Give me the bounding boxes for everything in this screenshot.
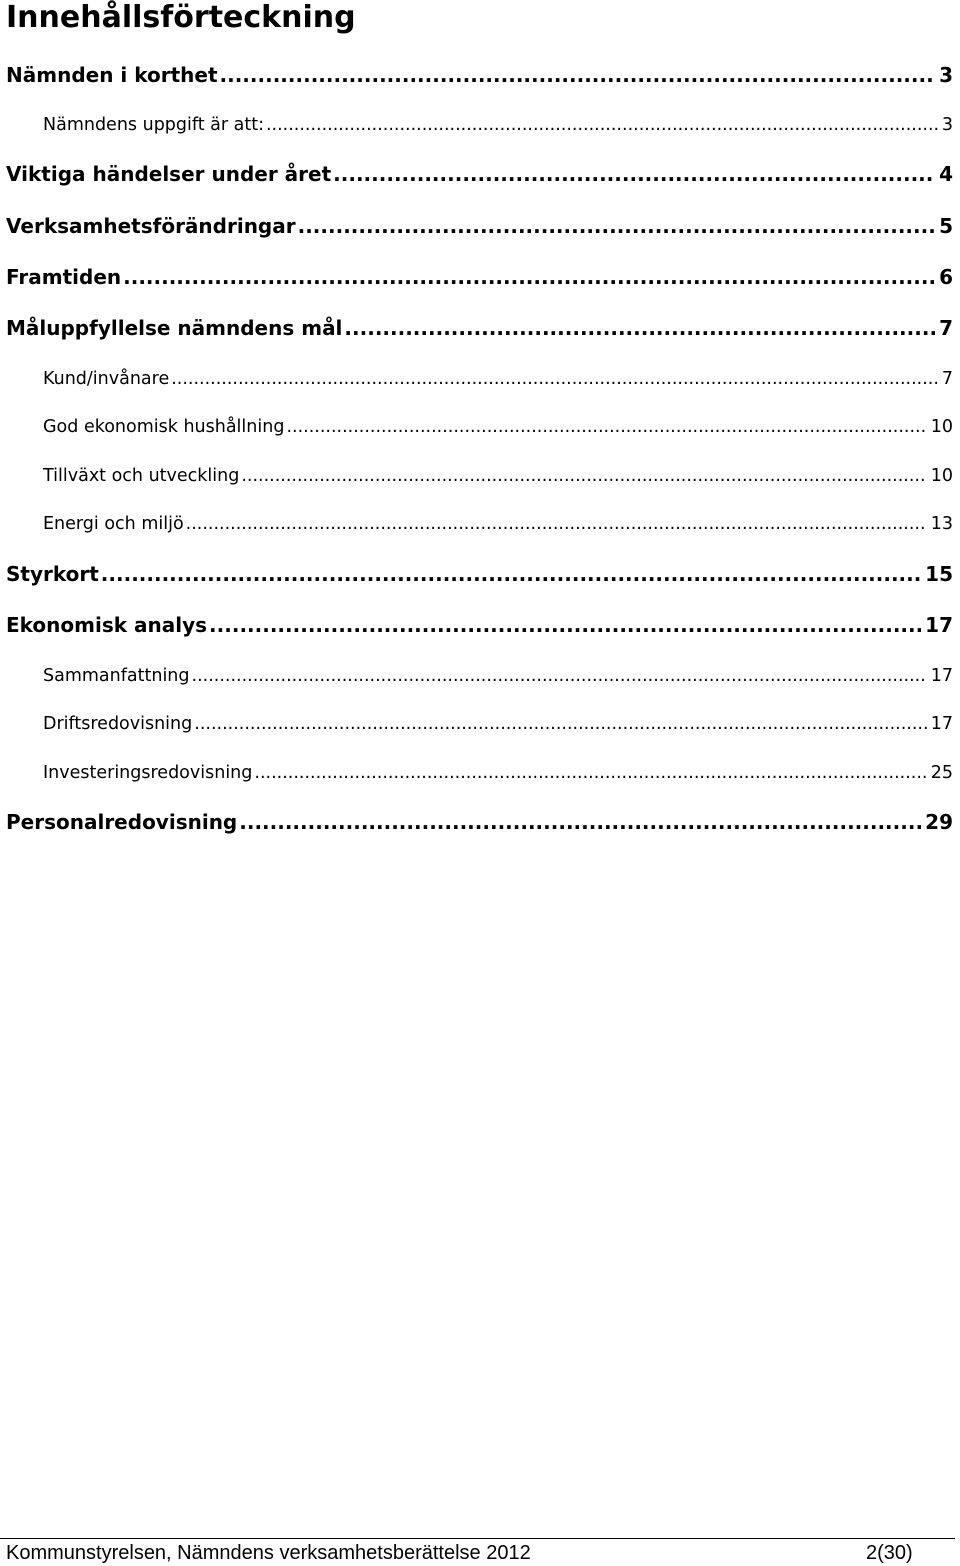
toc-entry-label[interactable]: Verksamhetsförändringar <box>6 214 296 238</box>
toc-entry-label[interactable]: Viktiga händelser under året <box>6 162 332 186</box>
toc-page-number: 13 <box>930 514 953 534</box>
toc-dot-leader <box>220 60 936 90</box>
toc-entry[interactable] <box>6 159 953 189</box>
toc-entry-label[interactable]: Ekonomisk analys <box>6 613 208 637</box>
toc-page-number: 3 <box>939 63 953 87</box>
toc-dot-leader <box>254 758 926 788</box>
toc-entry[interactable] <box>6 610 953 640</box>
toc-dot-leader <box>286 412 926 442</box>
toc-entry-label[interactable]: Nämndens uppgift är att: <box>43 115 264 135</box>
toc-page-number: 29 <box>925 810 953 834</box>
toc-dot-leader <box>298 211 935 241</box>
toc-entry[interactable] <box>43 709 953 739</box>
toc-entry-label[interactable]: Investeringsredovisning <box>43 763 253 783</box>
toc-entry[interactable] <box>6 60 953 90</box>
toc-entry[interactable] <box>6 559 953 589</box>
toc-dot-leader <box>239 807 921 837</box>
toc-entry-label[interactable]: Framtiden <box>6 265 122 289</box>
toc-entry-label[interactable]: Nämnden i korthet <box>6 63 218 87</box>
toc-page-number: 4 <box>939 162 953 186</box>
toc-entry-label[interactable]: Tillväxt och utveckling <box>43 466 240 486</box>
toc-page-number: 10 <box>930 466 953 486</box>
toc-page-number: 5 <box>939 214 953 238</box>
toc-page-number: 17 <box>925 613 953 637</box>
toc-entry[interactable] <box>43 110 953 140</box>
toc-dot-leader <box>333 159 935 189</box>
toc-entry[interactable] <box>43 661 953 691</box>
toc-entry-label[interactable]: Personalredovisning <box>6 810 238 834</box>
toc-entry-label[interactable]: Måluppfyllelse nämndens mål <box>6 316 343 340</box>
toc-dot-leader <box>344 313 935 343</box>
toc-dot-leader <box>123 262 935 292</box>
toc-entry-label[interactable]: Sammanfattning <box>43 666 190 686</box>
toc-dot-leader <box>209 610 921 640</box>
toc-entry[interactable] <box>6 211 953 241</box>
toc-entry[interactable] <box>6 807 953 837</box>
footer-page-number: 2(30) <box>866 1542 913 1564</box>
toc-entry[interactable] <box>6 313 953 343</box>
toc-page-number: 6 <box>939 265 953 289</box>
toc-page-number: 25 <box>930 763 953 783</box>
toc-entry[interactable] <box>43 758 953 788</box>
toc-page-number: 7 <box>939 316 953 340</box>
page-title: Innehållsförteckning <box>6 0 356 35</box>
toc-dot-leader <box>101 559 921 589</box>
toc-entry-label[interactable]: Kund/invånare <box>43 369 170 389</box>
toc-entry[interactable] <box>43 412 953 442</box>
toc-page-number: 3 <box>941 115 953 135</box>
toc-dot-leader <box>266 110 938 140</box>
toc-dot-leader <box>186 509 927 539</box>
toc-dot-leader <box>171 364 938 394</box>
toc-entry-label[interactable]: Energi och miljö <box>43 514 184 534</box>
toc-entry[interactable] <box>43 461 953 491</box>
toc-page-number: 7 <box>941 369 953 389</box>
toc-dot-leader <box>192 661 927 691</box>
toc-entry-label[interactable]: Driftsredovisning <box>43 714 193 734</box>
toc-entry[interactable] <box>6 262 953 292</box>
toc-dot-leader <box>194 709 926 739</box>
footer-document-title: Kommunstyrelsen, Nämndens verksamhetsberättelse 2012 <box>6 1542 531 1564</box>
toc-page-number: 10 <box>930 417 953 437</box>
toc-entry-label[interactable]: Styrkort <box>6 562 99 586</box>
toc-page-number: 17 <box>930 714 953 734</box>
toc-page-number: 17 <box>930 666 953 686</box>
toc-dot-leader <box>241 461 926 491</box>
toc-entry[interactable] <box>43 509 953 539</box>
toc-entry-label[interactable]: God ekonomisk hushållning <box>43 417 285 437</box>
footer-divider <box>0 1538 955 1539</box>
toc-page-number: 15 <box>925 562 953 586</box>
toc-entry[interactable] <box>43 364 953 394</box>
